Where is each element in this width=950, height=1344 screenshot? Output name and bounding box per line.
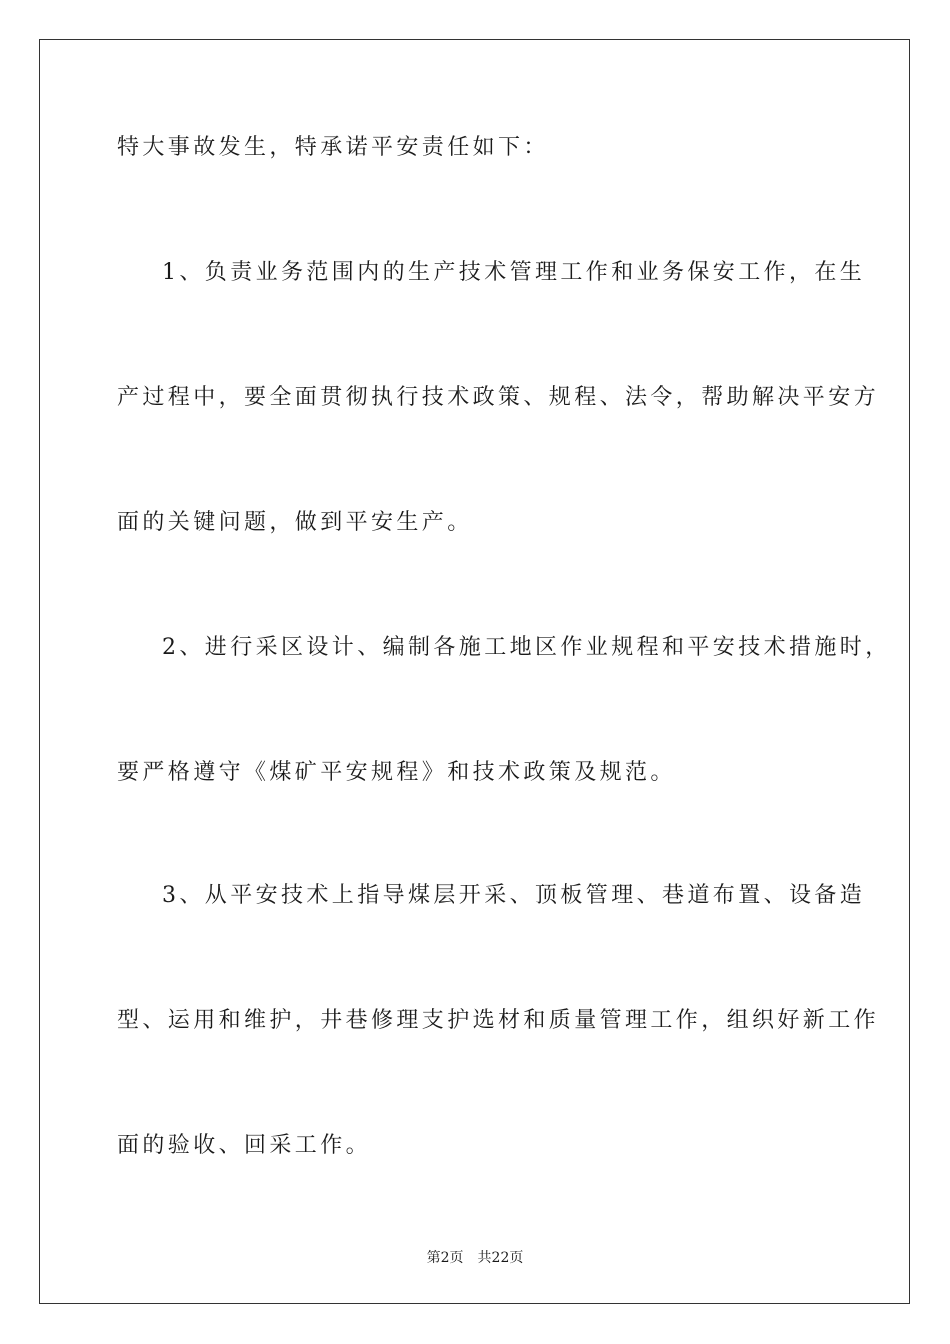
text-line-2: 1、负责业务范围内的生产技术管理工作和业务保安工作，在生 [162, 260, 866, 285]
text-line-7: 3、从平安技术上指导煤层开采、顶板管理、巷道布置、设备造 [162, 883, 866, 908]
page-border [39, 39, 910, 1304]
text-line-3: 产过程中，要全面贯彻执行技术政策、规程、法令，帮助解决平安方 [117, 385, 880, 410]
text-line-6: 要严格遵守《煤矿平安规程》和技术政策及规范。 [117, 760, 676, 785]
page-footer [0, 1249, 950, 1267]
text-line-8: 型、运用和维护，井巷修理支护选材和质量管理工作，组织好新工作 [117, 1008, 880, 1033]
text-line-1: 特大事故发生，特承诺平安责任如下： [117, 135, 549, 160]
page-total: 共22页 [477, 1250, 524, 1266]
page-number: 第2页 [426, 1250, 464, 1266]
text-line-9: 面的验收、回采工作。 [117, 1133, 372, 1158]
text-line-4: 面的关键问题，做到平安生产。 [117, 510, 473, 535]
text-line-5: 2、进行采区设计、编制各施工地区作业规程和平安技术措施时， [162, 635, 891, 660]
